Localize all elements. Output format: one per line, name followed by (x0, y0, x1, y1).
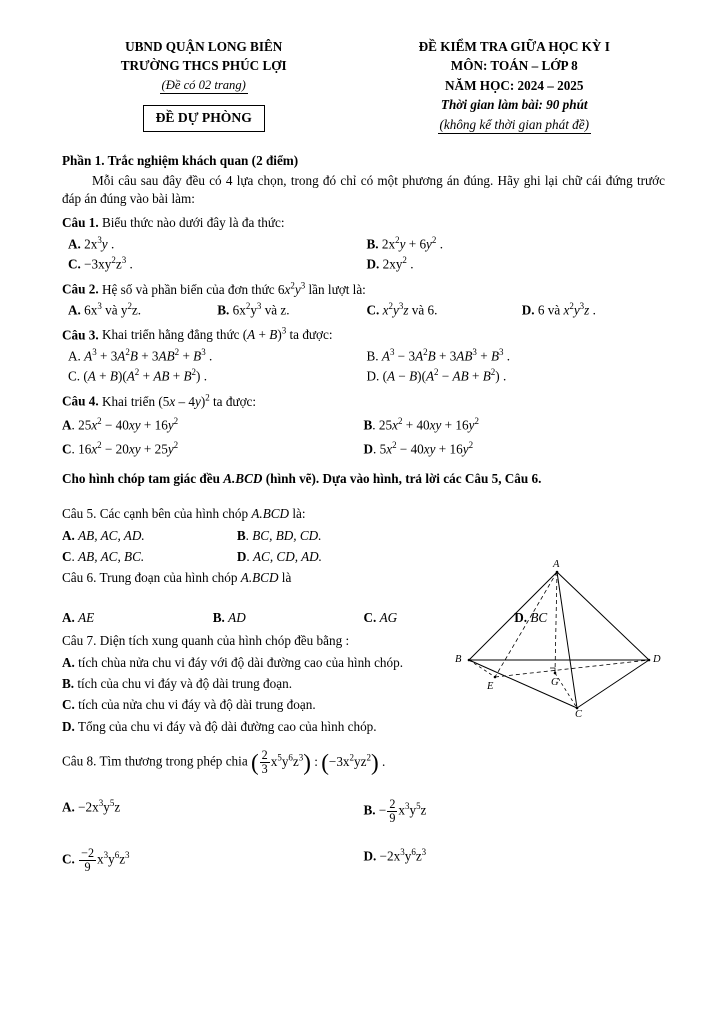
question-5-option-d: D. AC, CD, AD. (236, 548, 322, 564)
question-2-number: Câu 2. (62, 281, 99, 297)
question-1-option-a: A. $2x^3y$ . (68, 234, 115, 251)
question-2-option-b: B. $6x^2y^3$ và z. (217, 300, 290, 318)
question-5-number: Câu 5. (62, 506, 97, 522)
question-7-option-b: B. tích của chu vi đáy và độ dài trung đoạn. (62, 676, 292, 692)
question-1-option-b: B. $2x^2y + 6y^2$ . (366, 234, 443, 251)
question-6-option-c: C. AG (363, 609, 398, 625)
question-8-number: Câu 8. (62, 753, 97, 769)
question-7-number: Câu 7. (62, 633, 97, 649)
question-6-option-a: A. AE (62, 609, 95, 625)
question-7-option-a: A. tích chùa nửa chu vi đáy với độ dài đường cao của hình chóp. (62, 654, 403, 670)
page-count-note: (Đề có 02 trang) (62, 77, 345, 94)
question-1 (62, 214, 665, 231)
question-4-option-d: D. $5x^2 - 40xy + 16y^2$ (363, 439, 474, 457)
exam-duration: Thời gian làm bài: 90 phút (440, 97, 588, 113)
q8-frac-num: 2 (261, 748, 268, 763)
figure-label-a: A (553, 559, 560, 570)
question-8-text: Tìm thương trong phép chia (99, 753, 248, 769)
question-8-option-b: B. − $\frac{2}{9}$ $x^3y^5z$ (363, 797, 427, 825)
question-6-option-b: B. AD (212, 609, 246, 625)
question-3-options-row2 (62, 367, 665, 385)
question-3-text: Khai triển hằng đẳng thức $(A + B)^3$ ta được: (101, 325, 333, 343)
question-1-options-row1 (62, 235, 665, 253)
question-8-option-c: C. $\frac{-2}{9}$ $x^3y^6z^3$ (62, 845, 130, 874)
question-6-option-d: D. BC (514, 609, 548, 625)
figure-label-g: G (551, 677, 559, 688)
question-2-options (62, 301, 665, 319)
question-3-options-row1 (62, 347, 665, 365)
question-5-text: Các cạnh bên của hình chóp A.BCD là: (99, 506, 306, 522)
question-4-option-c: C. $16x^2 - 20xy + 25y^2$ (62, 439, 179, 457)
question-3-option-a: A. $A^3 + 3A^2B + 3AB^2 + B^3$ . (68, 346, 213, 363)
question-6-number: Câu 6. (62, 570, 97, 586)
exam-duration-note: (không kể thời gian phát đề) (364, 116, 666, 134)
question-7-option-c: C. tích của nửa chu vi đáy và độ dài trung đoạn. (62, 697, 316, 713)
question-5 (62, 505, 412, 522)
question-3-option-b: B. $A^3 - 3A^2B + 3AB^3 + B^3$ . (366, 346, 511, 363)
question-3-number: Câu 3. (62, 327, 99, 343)
question-5-options-row1 (62, 527, 412, 544)
school-authority: UBND QUẬN LONG BIÊN (125, 39, 283, 54)
figure-label-e: E (487, 681, 494, 692)
questions-5-6-block (62, 505, 412, 587)
q8-frac-den: 3 (261, 762, 268, 777)
question-8-options-row2 (62, 847, 665, 874)
question-2 (62, 280, 665, 298)
question-1-option-d: D. $2xy^2$ . (366, 255, 414, 272)
question-7-text: Diện tích xung quanh của hình chóp đều bằng : (99, 633, 350, 649)
exam-subject: MÔN: TOÁN – LỚP 8 (450, 58, 578, 74)
header-right-block (364, 38, 666, 136)
question-4-options-row2 (62, 440, 665, 458)
question-4 (62, 392, 665, 410)
question-5-option-c: C. AB, AC, BC. (62, 548, 145, 564)
question-8-options-row1 (62, 798, 665, 825)
question-8-option-d: D. $-2x^3y^6z^3$ (363, 846, 427, 864)
document-header (62, 38, 665, 136)
question-2-option-c: C. $x^2y^3z$ và 6. (366, 300, 438, 318)
question-1-option-c: C. $-3xy^2z^3$ . (68, 255, 133, 272)
pyramid-figure (449, 560, 669, 720)
question-3-option-c: C. $(A + B)(A^2$ + AB + $B^2$) . (68, 367, 208, 384)
school-name: TRƯỜNG THCS PHÚC LỢI (120, 58, 287, 74)
figure-label-c: C (575, 709, 583, 720)
question-1-number: Câu 1. (62, 215, 99, 231)
question-4-option-a: A. $25x^2 - 40xy + 16y^2$ (62, 416, 179, 433)
backup-exam-box: ĐỀ DỰ PHÒNG (143, 105, 265, 132)
question-8-expression: ( $\frac{2}{3}$ $x^5y^6z^3$) : $(-3x^2yz^2)$ . (250, 748, 386, 777)
part1-instruction: Mỗi câu sau đây đều có 4 lựa chọn, trong đó chỉ có một phương án đúng. Hãy ghi lại chữ cái đứng trước đáp án đúng vào bài làm: (62, 173, 665, 206)
question-2-option-d: D. 6 và $x^2y^3z$ . (521, 300, 596, 318)
question-7-option-d: D. Tổng của chu vi đáy và độ dài đường cao của hình chóp. (62, 718, 377, 734)
question-2-text: Hệ số và phần biến của đơn thức $6x^2y^3$ lần lượt là: (101, 280, 366, 297)
pyramid-statement: Cho hình chóp tam giác đều A.BCD (hình vẽ). Dựa vào hình, trả lời các Câu 5, Câu 6. (62, 470, 542, 486)
exam-title: ĐỀ KIỂM TRA GIỮA HỌC KỲ I (418, 39, 610, 54)
question-5-option-a: A. AB, AC, AD. (62, 527, 145, 543)
question-6 (62, 569, 412, 586)
figure-label-b: B (455, 654, 462, 665)
pyramid-svg (449, 560, 669, 720)
school-year: NĂM HỌC: 2024 – 2025 (445, 77, 584, 93)
question-4-option-b: B. $25x^2 + 40xy + 16y^2$ (363, 416, 479, 433)
backup-exam-box-wrap (62, 96, 345, 132)
question-8 (62, 749, 665, 776)
question-4-number: Câu 4. (62, 393, 99, 409)
question-5-option-b: B. BC, BD, CD. (236, 527, 322, 543)
question-3-option-d: D. $(A - B)(A^2$ − AB + $B^2$) . (366, 367, 507, 384)
part1-title: Phần 1. Trắc nghiệm khách quan (2 điểm) (62, 152, 299, 168)
question-8-option-a: A. $-2x^3y^5z$ (62, 798, 121, 815)
question-2-option-a: A. $6x^3$ và $y^2z$. (68, 300, 142, 318)
question-4-options-row1 (62, 416, 665, 434)
question-1-options-row2 (62, 255, 665, 273)
question-5-options-row2 (62, 548, 412, 565)
question-6-text: Trung đoạn của hình chóp A.BCD là (99, 570, 292, 586)
question-4-text: Khai triển (5x – 4y)$^2$ ta được: (101, 392, 257, 409)
question-3 (62, 326, 665, 344)
question-1-text: Biểu thức nào dưới đây là đa thức: (101, 215, 285, 231)
figure-label-d: D (653, 654, 661, 665)
header-left-block (62, 38, 345, 132)
